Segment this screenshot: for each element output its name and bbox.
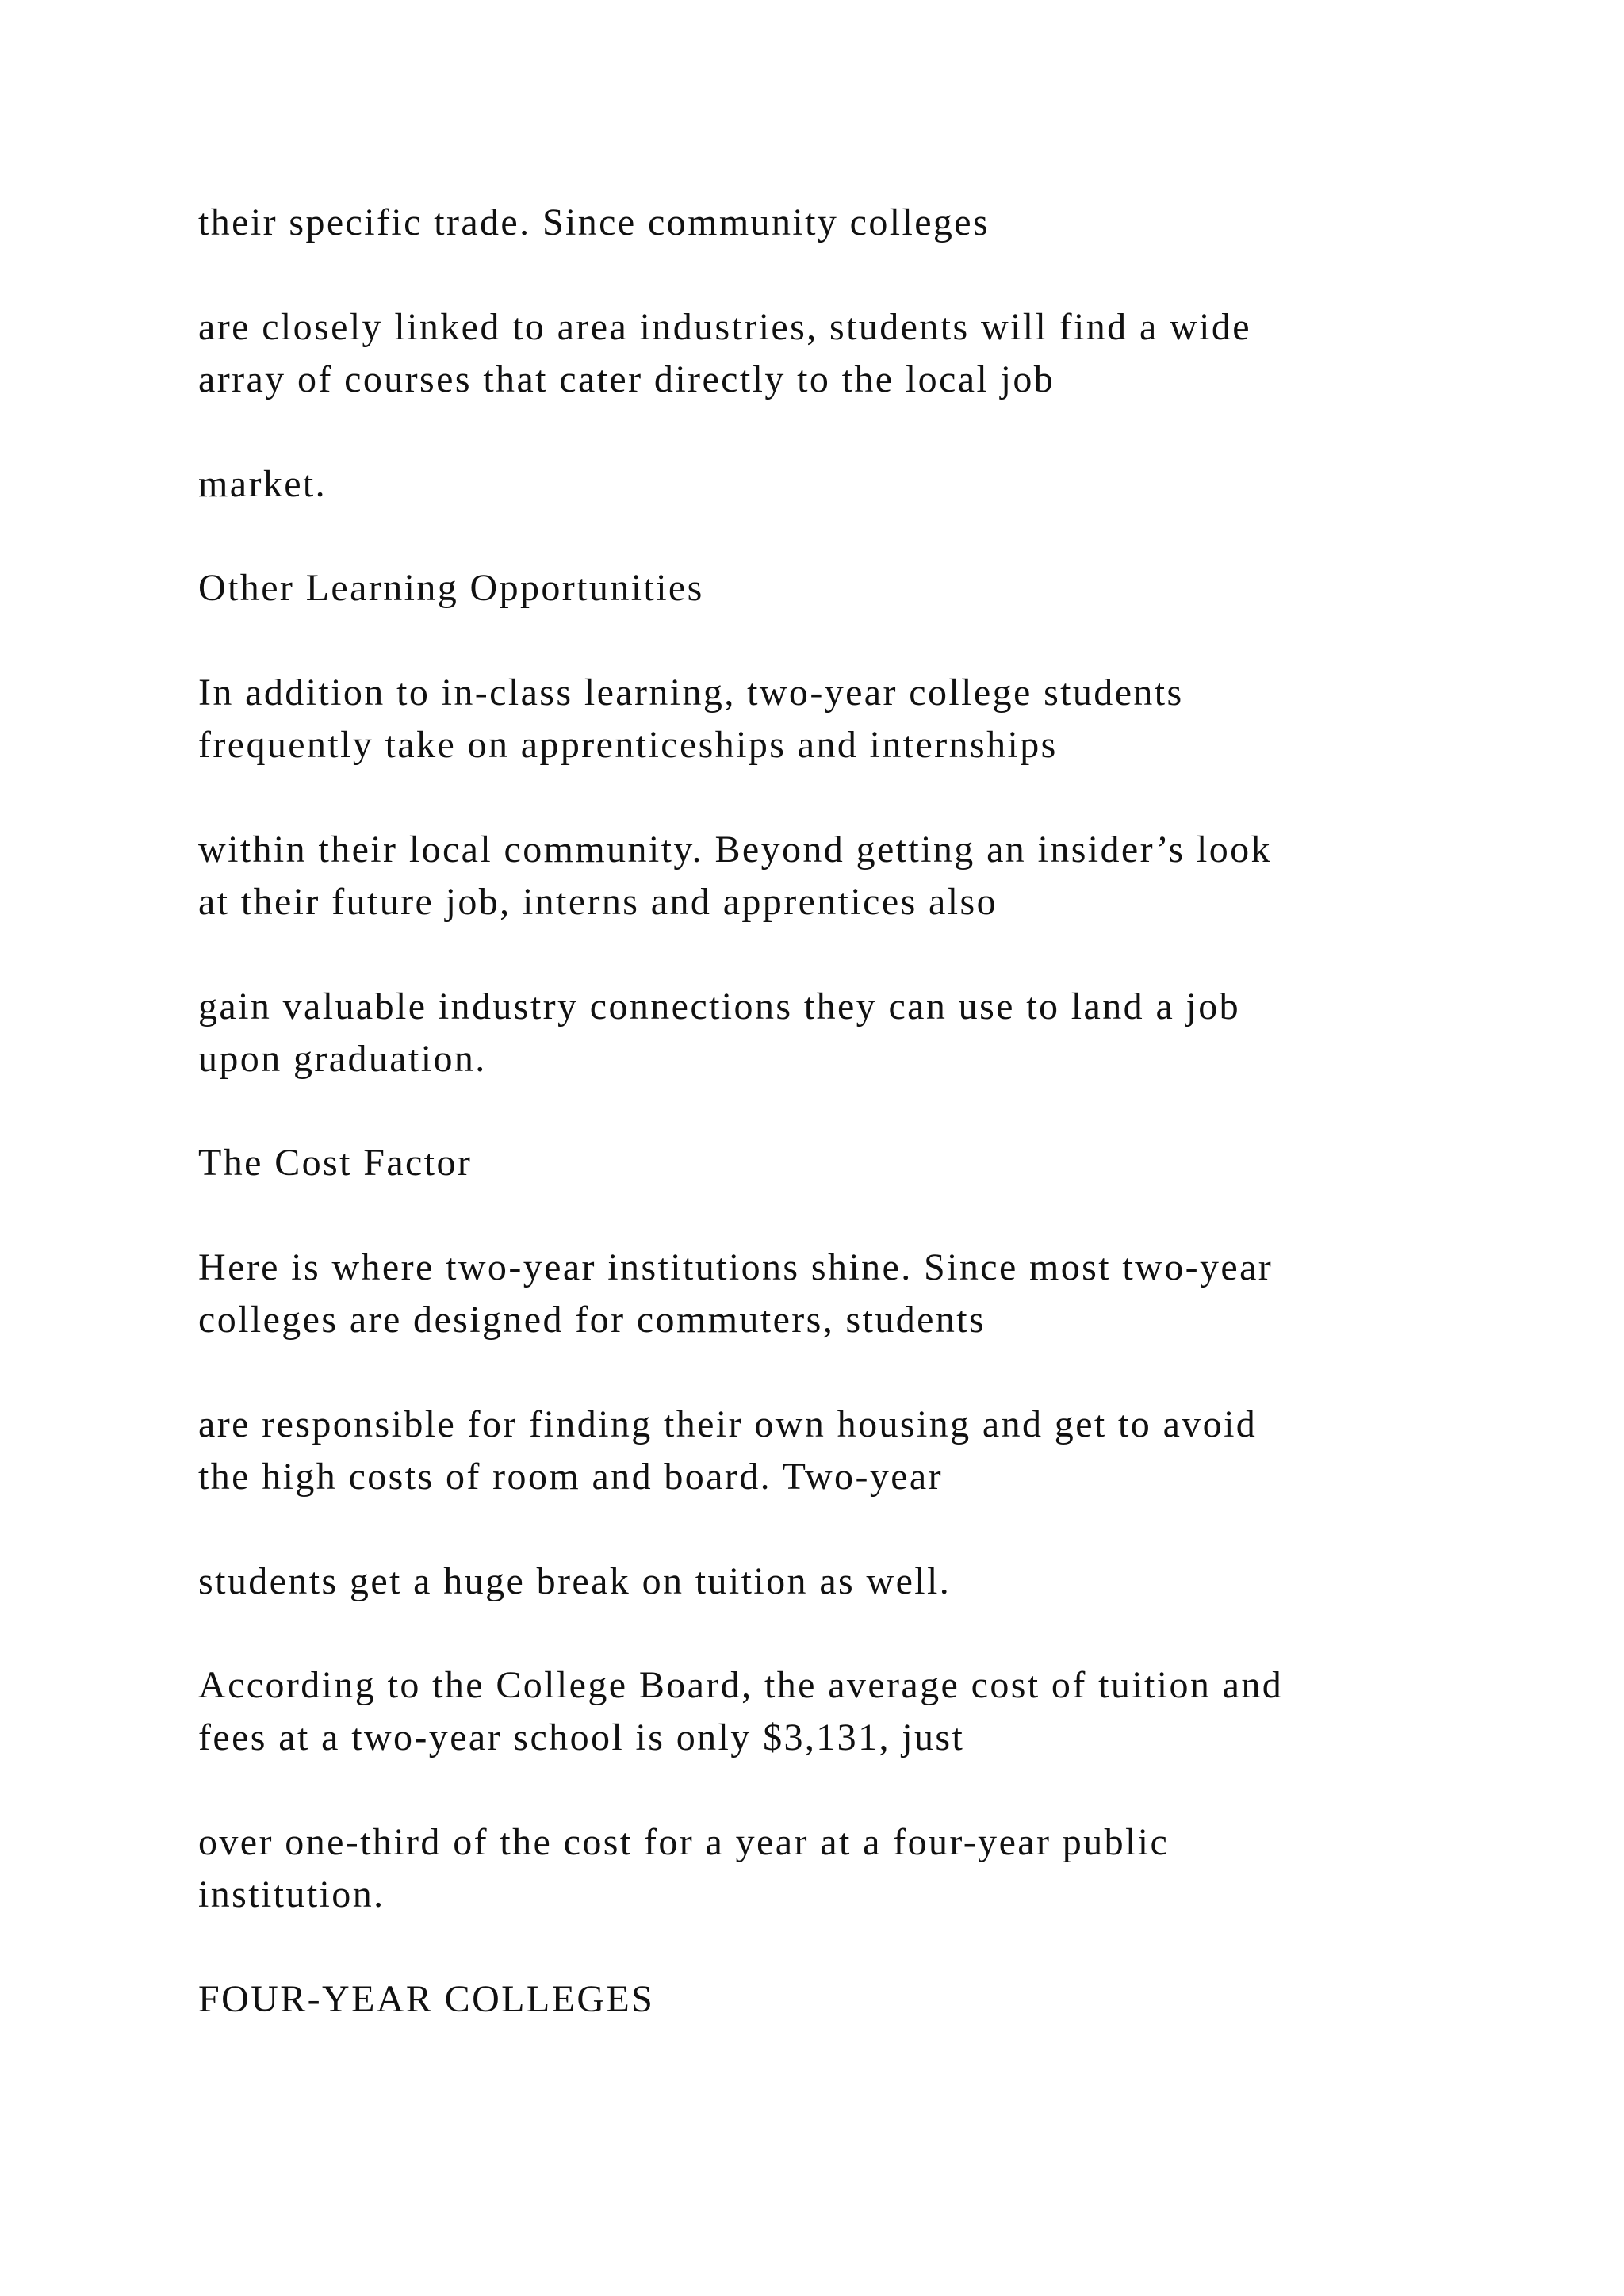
text-line: students get a huge break on tuition as well.	[198, 1560, 952, 1602]
text-line: Here is where two-year institutions shine. Since most two-year	[198, 1246, 1274, 1288]
text-line: are responsible for finding their own housing and get to avoid	[198, 1403, 1258, 1445]
text-line: at their future job, interns and apprentices also	[198, 881, 998, 923]
text-line: market.	[198, 463, 327, 505]
text-line: fees at a two-year school is only $3,131, just	[198, 1716, 965, 1758]
text-line: their specific trade. Since community colleges	[198, 201, 990, 243]
section-heading: Other Learning Opportunities	[198, 567, 704, 609]
text-line: are closely linked to area industries, students will find a wide	[198, 306, 1251, 348]
text-line: over one-third of the cost for a year at a four-year public	[198, 1821, 1170, 1863]
text-line: within their local community. Beyond getting an insider’s look	[198, 828, 1272, 871]
text-line: gain valuable industry connections they can use to land a job	[198, 985, 1241, 1027]
text-line: institution.	[198, 1873, 385, 1915]
text-line: upon graduation.	[198, 1038, 487, 1080]
text-line: colleges are designed for commuters, students	[198, 1299, 986, 1341]
text-line: In addition to in-class learning, two-year college students	[198, 672, 1184, 714]
section-heading: FOUR-YEAR COLLEGES	[198, 1978, 655, 2020]
text-line: According to the College Board, the average cost of tuition and	[198, 1664, 1284, 1706]
section-heading: The Cost Factor	[198, 1142, 473, 1184]
text-line: the high costs of room and board. Two-year	[198, 1456, 944, 1498]
text-line: frequently take on apprenticeships and internships	[198, 724, 1058, 766]
text-line: array of courses that cater directly to the local job	[198, 358, 1055, 400]
